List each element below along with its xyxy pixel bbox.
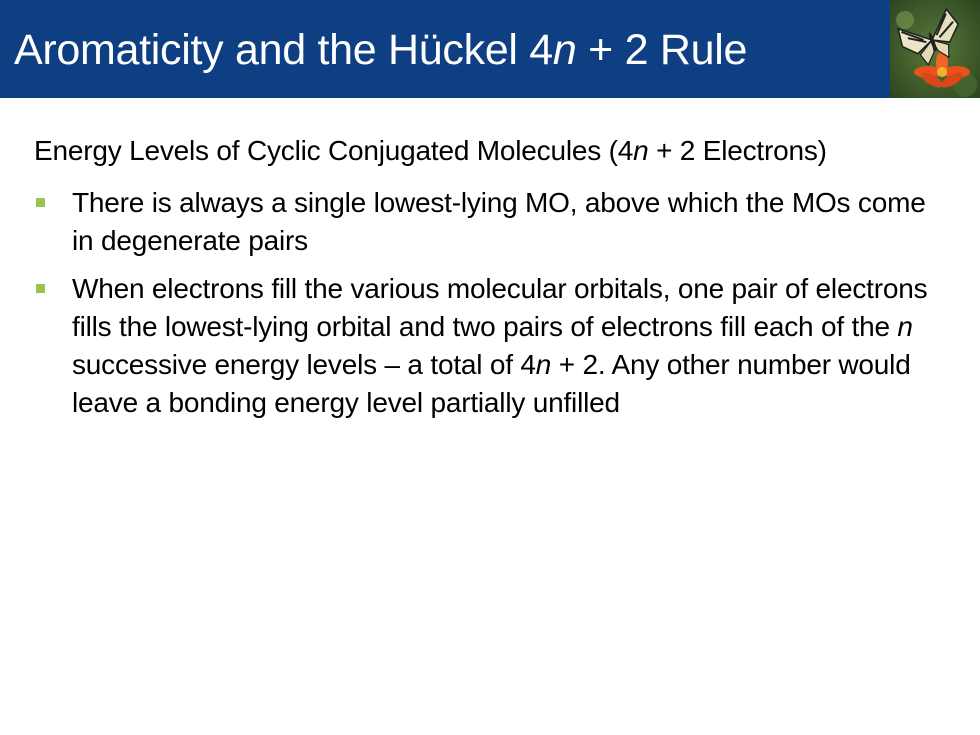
heading-part2: + 2 Electrons): [648, 135, 827, 166]
title-italic-n: n: [552, 26, 577, 74]
bullet-italic-n: n: [535, 349, 552, 380]
title-text-part2: + 2 Rule: [576, 26, 748, 74]
section-heading: [34, 132, 944, 170]
bullet-text-part2: successive energy levels – a total of 4: [72, 349, 536, 380]
bullet-item: [34, 184, 944, 260]
square-bullet-icon: [36, 198, 45, 207]
title-bar: [0, 0, 890, 98]
slide-title: [14, 26, 747, 74]
heading-italic-n: n: [633, 135, 649, 166]
slide-body: [34, 132, 944, 432]
title-text-part1: Aromaticity and the Hückel 4: [14, 26, 553, 74]
bullet-item: [34, 270, 944, 422]
butterfly-on-flower-photo: [890, 0, 980, 98]
bullet-text-part1: When electrons fill the various molecular orbitals, one pair of electrons fills the lowest-lying orbital and two pairs of electrons fill each of the: [72, 273, 928, 342]
heading-part1: Energy Levels of Cyclic Conjugated Molecules (4: [34, 135, 634, 166]
bullet-text-part3: + 2. Any other number would leave a bonding energy level partially unfilled: [72, 349, 911, 418]
square-bullet-icon: [36, 284, 45, 293]
butterfly-icon: [890, 0, 980, 98]
bullet-italic-n: n: [897, 311, 913, 342]
bullet-text: There is always a single lowest-lying MO, above which the MOs come in degenerate pairs: [72, 187, 926, 256]
